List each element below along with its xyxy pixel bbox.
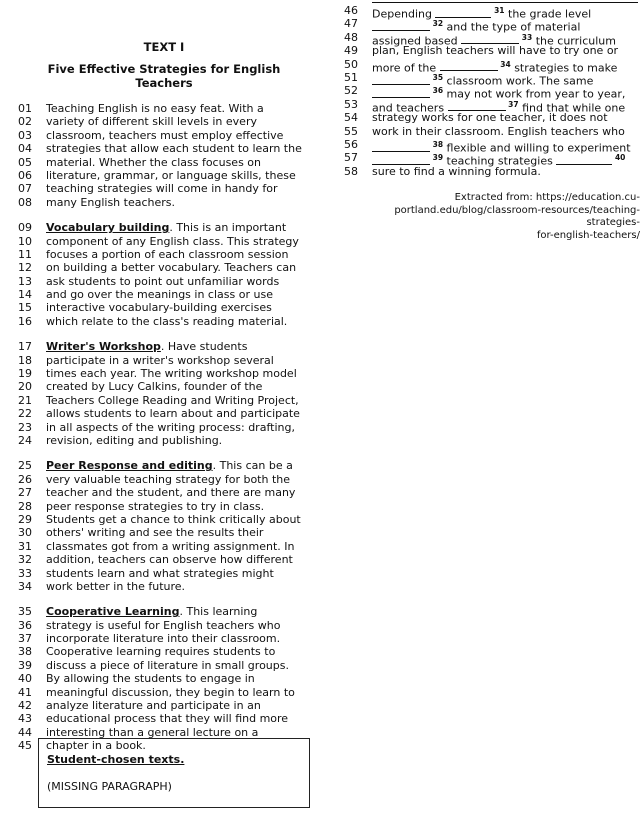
text-line <box>18 473 310 486</box>
top-rule <box>372 2 638 3</box>
line-text <box>372 17 640 35</box>
text-line <box>18 553 310 566</box>
gap-number: 31 <box>491 6 505 15</box>
line-text: and go over the meanings in class or use <box>46 288 273 302</box>
line-segment: Depending <box>372 7 436 21</box>
text-line <box>18 619 310 632</box>
line-text <box>46 221 310 234</box>
line-text <box>372 84 640 101</box>
line-text <box>46 459 310 472</box>
line-text <box>372 44 640 57</box>
section-paragraph <box>18 605 310 752</box>
line-text: students learn and what strategies might <box>46 566 274 580</box>
text-line <box>18 513 310 526</box>
text-line <box>18 699 310 712</box>
line-number: 56 <box>344 137 358 151</box>
line-text: Teachers College Reading and Writing Project, <box>46 393 299 407</box>
line-number: 19 <box>18 367 32 381</box>
line-text: interactive vocabulary-building exercises <box>46 301 272 315</box>
line-number: 53 <box>344 97 358 111</box>
line-text <box>372 138 640 155</box>
line-number: 44 <box>18 725 32 739</box>
text-line <box>18 605 310 618</box>
gap-number: 37 <box>505 99 519 109</box>
line-text: educational process that they will find more <box>46 712 289 726</box>
section-paragraph <box>18 459 310 593</box>
line-text: incorporate literature into their classroom. <box>46 632 281 646</box>
line-text <box>372 151 640 168</box>
line-number: 48 <box>344 30 358 44</box>
line-number: 39 <box>18 658 32 672</box>
section-heading: Cooperative Learning <box>46 605 180 619</box>
text-line <box>344 17 640 35</box>
answer-blank[interactable] <box>372 87 430 98</box>
line-number: 47 <box>344 17 358 31</box>
source-line: Extracted from: https://education.cu- <box>454 192 640 204</box>
line-number: 43 <box>18 712 32 726</box>
intro-paragraph <box>18 102 310 209</box>
text-line <box>344 111 640 124</box>
answer-blank[interactable] <box>461 33 519 44</box>
text-line <box>18 102 310 115</box>
line-number: 23 <box>18 420 32 434</box>
right-column <box>344 4 640 242</box>
line-segment: the curriculum <box>532 34 616 48</box>
text-line <box>344 151 640 168</box>
line-number: 45 <box>18 739 32 753</box>
line-text: peer response strategies to try in class. <box>46 499 265 513</box>
source-citation <box>344 192 640 242</box>
text-line <box>18 500 310 513</box>
line-text: Cooperative learning requires students to <box>46 645 276 659</box>
line-text: work better in the future. <box>46 579 186 593</box>
line-text: teacher and the student, and there are many <box>46 486 296 500</box>
line-text: classmates got from a writing assignment. In <box>46 539 295 553</box>
line-text: times each year. The writing workshop model <box>46 367 297 381</box>
line-segment: more of the <box>372 61 440 75</box>
line-number: 09 <box>18 221 32 235</box>
line-segment: and teachers <box>372 101 448 115</box>
line-segment: assigned based <box>372 34 462 48</box>
line-number: 34 <box>18 579 32 593</box>
line-text: Students get a chance to think critically about <box>46 512 301 526</box>
text-line <box>18 288 310 301</box>
gap-number: 35 <box>430 72 444 82</box>
heading-rest: . This is an important <box>169 221 287 235</box>
text-line <box>344 165 640 178</box>
line-number: 40 <box>18 672 32 686</box>
line-text <box>372 4 640 21</box>
text-line <box>18 645 310 658</box>
text-line <box>344 84 640 101</box>
line-segment: classroom work. The same <box>443 74 594 88</box>
line-text: strategy is useful for English teachers who <box>46 618 281 632</box>
line-text: created by Lucy Calkins, founder of the <box>46 380 263 394</box>
gap-number: 36 <box>430 86 444 96</box>
line-number: 30 <box>18 526 32 540</box>
gap-number: 40 <box>612 153 626 163</box>
line-number: 54 <box>344 111 358 125</box>
answer-blank[interactable] <box>435 7 491 18</box>
text-line <box>18 540 310 553</box>
line-number: 55 <box>344 124 358 138</box>
line-number: 42 <box>18 699 32 713</box>
text-line <box>18 567 310 580</box>
line-number: 38 <box>18 645 32 659</box>
line-segment: work in their classroom. English teachers who <box>372 124 625 138</box>
gap-number: 39 <box>430 153 444 163</box>
line-number: 16 <box>18 314 32 328</box>
line-number: 36 <box>18 618 32 632</box>
line-number: 29 <box>18 512 32 526</box>
line-text: on building a better vocabulary. Teachers can <box>46 261 297 275</box>
section-heading: Vocabulary building <box>46 221 170 235</box>
line-number: 35 <box>18 605 32 619</box>
line-number: 18 <box>18 353 32 367</box>
text-line <box>18 142 310 155</box>
text-line <box>18 421 310 434</box>
line-segment: teaching strategies <box>443 154 557 168</box>
answer-blank[interactable] <box>372 154 430 165</box>
line-number: 51 <box>344 70 358 84</box>
line-text: meaningful discussion, they begin to learn to <box>46 685 295 699</box>
text-line <box>18 221 310 234</box>
line-segment: may not work from year to year, <box>443 88 626 101</box>
box-note: (MISSING PARAGRAPH) <box>47 780 172 793</box>
line-number: 46 <box>344 4 358 17</box>
line-text: analyze literature and participate in an <box>46 699 261 713</box>
line-number: 49 <box>344 44 358 58</box>
line-text: strategies that allow each student to learn the <box>46 142 302 156</box>
line-text: focuses a portion of each classroom session <box>46 247 289 261</box>
line-number: 07 <box>18 182 32 196</box>
line-text <box>46 340 310 353</box>
line-text: material. Whether the class focuses on <box>46 155 261 169</box>
line-number: 41 <box>18 685 32 699</box>
text-line <box>344 97 640 115</box>
heading-rest: . Have students <box>160 340 248 354</box>
line-text <box>372 58 640 75</box>
text-line <box>18 459 310 472</box>
text-line <box>18 580 310 593</box>
gap-number: 34 <box>497 59 511 69</box>
line-number: 17 <box>18 340 32 354</box>
text-line <box>18 686 310 699</box>
line-number: 08 <box>18 195 32 209</box>
text-line <box>18 182 310 195</box>
text-line <box>344 125 640 138</box>
answer-blank[interactable] <box>372 141 430 152</box>
text-line <box>18 115 310 128</box>
line-number: 58 <box>344 164 358 178</box>
text-line <box>18 129 310 142</box>
line-segment: flexible and willing to experiment <box>443 141 631 155</box>
text-line <box>18 367 310 380</box>
text-line <box>18 156 310 169</box>
line-segment: and the type of material <box>443 21 581 35</box>
line-number: 13 <box>18 274 32 288</box>
text-line <box>18 712 310 725</box>
line-text: in all aspects of the writing process: drafting, <box>46 420 295 434</box>
box-title: Student-chosen texts. <box>47 753 185 766</box>
line-number: 20 <box>18 380 32 394</box>
heading-rest: . This learning <box>179 605 258 619</box>
line-text <box>46 605 310 618</box>
text-line <box>18 354 310 367</box>
sections <box>18 221 310 752</box>
section-heading: Peer Response and editing <box>46 459 213 473</box>
text-line <box>18 315 310 328</box>
text-line <box>18 340 310 353</box>
line-text: allows students to learn about and participate <box>46 407 300 421</box>
line-number: 31 <box>18 539 32 553</box>
text-line <box>18 526 310 539</box>
line-number: 52 <box>344 84 358 98</box>
line-number: 14 <box>18 288 32 302</box>
source-line: portland.edu/blog/classroom-resources/teaching-strategies- <box>394 204 640 229</box>
line-text: By allowing the students to engage in <box>46 672 255 686</box>
line-number: 28 <box>18 499 32 513</box>
text-line <box>18 380 310 393</box>
text-line <box>18 301 310 314</box>
line-number: 02 <box>18 115 32 129</box>
line-text <box>372 71 640 88</box>
line-segment: the grade level <box>504 7 592 21</box>
line-number: 33 <box>18 566 32 580</box>
source-line: for-english-teachers/ <box>536 229 640 241</box>
answer-blank[interactable] <box>440 60 498 71</box>
heading-rest: . This can be a <box>212 459 293 473</box>
line-segment: strategy works for one teacher, it does not <box>372 111 608 125</box>
line-text: teaching strategies will come in handy for <box>46 182 278 196</box>
line-number: 10 <box>18 234 32 248</box>
line-text: variety of different skill levels in every <box>46 115 257 129</box>
line-text: others' writing and see the results their <box>46 526 264 540</box>
text-line <box>344 44 640 57</box>
text-line <box>18 235 310 248</box>
section-paragraph <box>18 221 310 328</box>
line-text: addition, teachers can observe how different <box>46 553 293 567</box>
line-text <box>372 111 640 124</box>
line-text: chapter in a book. <box>46 739 146 753</box>
line-number: 25 <box>18 459 32 473</box>
line-number: 11 <box>18 247 32 261</box>
text-line <box>18 407 310 420</box>
line-number: 21 <box>18 393 32 407</box>
text-subtitle: Five Effective Strategies for English Teachers <box>47 62 281 90</box>
answer-blank[interactable] <box>556 154 612 165</box>
line-text: discuss a piece of literature in small groups. <box>46 658 289 672</box>
line-number: 05 <box>18 155 32 169</box>
left-column <box>18 40 310 765</box>
line-text: interesting than a general lecture on a <box>46 725 259 739</box>
line-number: 57 <box>344 151 358 165</box>
line-text <box>372 31 640 48</box>
text-line <box>18 394 310 407</box>
text-line <box>18 486 310 499</box>
line-number: 50 <box>344 57 358 71</box>
text-line <box>18 248 310 261</box>
line-segment: plan, English teachers will have to try one or <box>372 44 619 58</box>
line-segment: find that while one <box>518 101 626 115</box>
gap-number: 32 <box>430 19 444 29</box>
line-number: 27 <box>18 486 32 500</box>
text-line <box>18 434 310 447</box>
text-line <box>344 4 640 21</box>
text-line <box>18 659 310 672</box>
text-line <box>344 57 640 75</box>
text-line <box>18 196 310 209</box>
line-number: 01 <box>18 102 32 115</box>
line-text <box>372 125 640 138</box>
line-text: classroom, teachers must employ effective <box>46 128 284 142</box>
line-text: ask students to point out unfamiliar words <box>46 274 280 288</box>
line-number: 15 <box>18 301 32 315</box>
line-number: 06 <box>18 168 32 182</box>
section-heading: Writer's Workshop <box>46 340 161 354</box>
gap-number: 38 <box>430 139 444 149</box>
line-number: 32 <box>18 553 32 567</box>
text-line <box>344 30 640 48</box>
text-line <box>18 632 310 645</box>
line-text: very valuable teaching strategy for both the <box>46 472 291 486</box>
answer-blank[interactable] <box>372 74 430 85</box>
section-paragraph <box>18 340 310 447</box>
line-text <box>372 165 640 178</box>
line-number: 37 <box>18 632 32 646</box>
cloze-paragraph <box>344 4 640 178</box>
gap-number: 33 <box>519 32 533 42</box>
missing-paragraph-box <box>38 738 310 808</box>
answer-blank[interactable] <box>372 20 430 31</box>
line-number: 12 <box>18 261 32 275</box>
line-segment: strategies to make <box>510 61 618 75</box>
line-text: revision, editing and publishing. <box>46 433 223 447</box>
line-number: 24 <box>18 433 32 447</box>
line-number: 22 <box>18 407 32 421</box>
line-text: literature, grammar, or language skills, these <box>46 168 296 182</box>
answer-blank[interactable] <box>448 100 506 111</box>
text-line <box>18 169 310 182</box>
line-text: component of any English class. This strategy <box>46 234 299 248</box>
line-text: Teaching English is no easy feat. With a <box>46 102 264 115</box>
line-text: many English teachers. <box>46 195 176 209</box>
text-line <box>18 261 310 274</box>
line-segment: sure to find a winning formula. <box>372 164 541 178</box>
text-line <box>18 275 310 288</box>
line-text: participate in a writer's workshop several <box>46 353 274 367</box>
line-number: 04 <box>18 142 32 156</box>
text-line <box>344 137 640 155</box>
text-line <box>18 672 310 685</box>
text-title: TEXT I <box>143 40 185 54</box>
line-number: 26 <box>18 472 32 486</box>
text-line <box>344 70 640 88</box>
line-text: which relate to the class's reading material. <box>46 314 288 328</box>
line-number: 03 <box>18 128 32 142</box>
line-text <box>372 98 640 115</box>
